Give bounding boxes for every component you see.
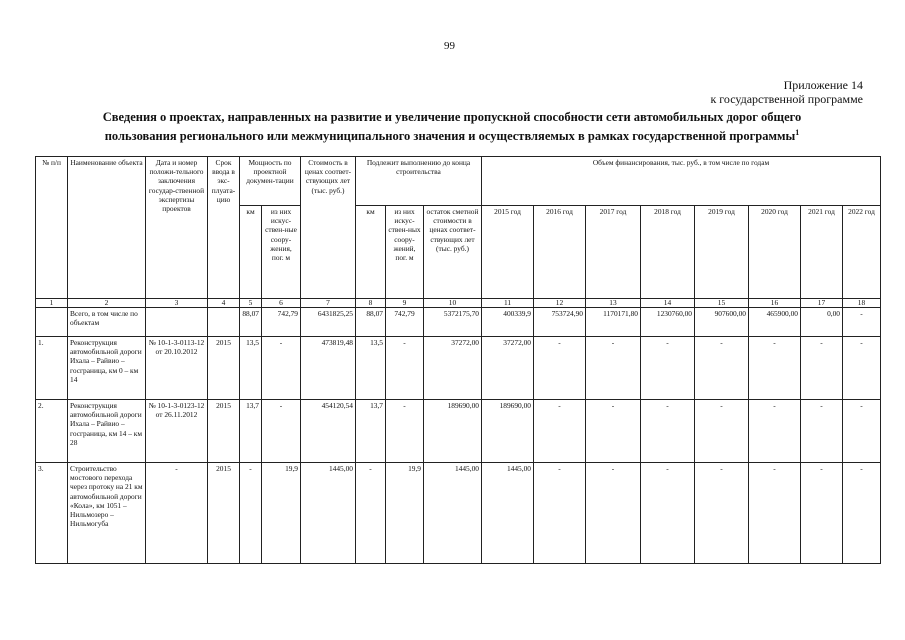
row-num: 2. <box>36 400 68 463</box>
header-year-2021: 2021 год <box>801 206 843 299</box>
document-title <box>52 110 852 144</box>
header-funding: Объем финансирования, тыс. руб., в том числе по годам <box>482 157 881 206</box>
row-year-value: - <box>843 337 881 400</box>
row-year-value: 465900,00 <box>749 308 801 337</box>
row-cap-km: 13,5 <box>240 337 262 400</box>
header-year-2017: 2017 год <box>586 206 641 299</box>
row-year-value: - <box>801 337 843 400</box>
row-year-value: - <box>843 308 881 337</box>
header-year-2020: 2020 год <box>749 206 801 299</box>
row-rem-km: 13,7 <box>356 400 386 463</box>
row-year-value: - <box>695 337 749 400</box>
column-number: 10 <box>424 299 482 308</box>
row-cap-art: 742,79 <box>262 308 301 337</box>
header-rem-cost: остаток сметной стоимости в ценах соответ-ствующих лет (тыс. руб.) <box>424 206 482 299</box>
column-number: 1 <box>36 299 68 308</box>
row-num <box>36 308 68 337</box>
row-date: № 10-1-3-0113-12 от 20.10.2012 <box>146 337 208 400</box>
row-year-value: - <box>586 400 641 463</box>
row-rem-km: 13,5 <box>356 337 386 400</box>
row-year-value: - <box>641 337 695 400</box>
header-term: Срок ввода в экс-плуата-цию <box>208 157 240 299</box>
row-year-value: - <box>586 463 641 564</box>
title-line-2 <box>52 125 852 144</box>
header-cost: Стоимость в ценах соответ-ствующих лет (тыс. руб.) <box>301 157 356 299</box>
header-remaining: Подлежит выполнению до конца строительства <box>356 157 482 206</box>
row-rem-km: 88,07 <box>356 308 386 337</box>
row-cost: 6431825,25 <box>301 308 356 337</box>
row-year-value: 753724,90 <box>534 308 586 337</box>
column-number: 18 <box>843 299 881 308</box>
row-year-value: - <box>641 463 695 564</box>
column-number: 9 <box>386 299 424 308</box>
header-rem-art: из них искус-ствен-ных соору-жений, пог. м <box>386 206 424 299</box>
column-number: 16 <box>749 299 801 308</box>
header-date: Дата и номер положи-тельного заключения государ-ственной экспертизы проектов <box>146 157 208 299</box>
header-cap-km: км <box>240 206 262 299</box>
row-term: 2015 <box>208 400 240 463</box>
row-year-value: - <box>641 400 695 463</box>
row-cap-art: - <box>262 337 301 400</box>
column-number: 12 <box>534 299 586 308</box>
row-year-value: 1170171,80 <box>586 308 641 337</box>
row-year-value: - <box>843 400 881 463</box>
column-number: 13 <box>586 299 641 308</box>
header-year-2019: 2019 год <box>695 206 749 299</box>
page-number: 99 <box>444 40 455 52</box>
row-cap-art: 19,9 <box>262 463 301 564</box>
header-name: Наименование объекта <box>68 157 146 299</box>
header-year-2022: 2022 год <box>843 206 881 299</box>
row-term: 2015 <box>208 337 240 400</box>
row-year-value: - <box>534 463 586 564</box>
row-cost: 454120,54 <box>301 400 356 463</box>
row-year-value: 1230760,00 <box>641 308 695 337</box>
row-year-value: 907600,00 <box>695 308 749 337</box>
header-cap-art: из них искус-ствен-ные соору-жения, пог. м <box>262 206 301 299</box>
row-year-value: - <box>749 400 801 463</box>
column-number: 4 <box>208 299 240 308</box>
header-year-2015: 2015 год <box>482 206 534 299</box>
column-number: 6 <box>262 299 301 308</box>
column-numbers-row <box>36 299 881 308</box>
appendix-line-2: к государственной программе <box>710 92 863 106</box>
row-year-value: - <box>534 337 586 400</box>
column-number: 17 <box>801 299 843 308</box>
table-row-total <box>36 308 881 337</box>
row-rem-art: 742,79 <box>386 308 424 337</box>
row-num: 3. <box>36 463 68 564</box>
column-number: 2 <box>68 299 146 308</box>
row-rem-cost: 189690,00 <box>424 400 482 463</box>
row-name: Всего, в том числе по объектам <box>68 308 146 337</box>
column-number: 3 <box>146 299 208 308</box>
column-number: 14 <box>641 299 695 308</box>
row-date: - <box>146 463 208 564</box>
row-date <box>146 308 208 337</box>
row-date: № 10-1-3-0123-12 от 26.11.2012 <box>146 400 208 463</box>
column-number: 7 <box>301 299 356 308</box>
row-term <box>208 308 240 337</box>
row-term: 2015 <box>208 463 240 564</box>
row-year-value: - <box>749 337 801 400</box>
row-year-value: - <box>695 463 749 564</box>
row-name: Строительство мостового перехода через протоку на 21 км автомобильной дороги «Кола», км 1051 – Нильмозеро – Нильмогуба <box>68 463 146 564</box>
row-year-value: - <box>801 400 843 463</box>
row-year-value: 0,00 <box>801 308 843 337</box>
row-year-value: - <box>695 400 749 463</box>
header-capacity: Мощность по проектной докумен-тации <box>240 157 301 206</box>
header-rem-km: км <box>356 206 386 299</box>
row-rem-art: - <box>386 400 424 463</box>
row-cap-art: - <box>262 400 301 463</box>
table-row <box>36 463 881 564</box>
table-row <box>36 400 881 463</box>
title-line-2-text: пользования регионального или межмуниципального значения и осуществляемых в рамках государственной программы <box>104 129 796 144</box>
column-number: 8 <box>356 299 386 308</box>
row-year-value: - <box>843 463 881 564</box>
row-year-value: 37272,00 <box>482 337 534 400</box>
row-name: Реконструкция автомобильной дороги Ихала – Райвио – госграница, км 0 – км 14 <box>68 337 146 400</box>
row-year-value: - <box>749 463 801 564</box>
row-cap-km: 13,7 <box>240 400 262 463</box>
appendix-label <box>710 78 863 106</box>
column-number: 5 <box>240 299 262 308</box>
row-year-value: - <box>801 463 843 564</box>
row-num: 1. <box>36 337 68 400</box>
row-cost: 473819,48 <box>301 337 356 400</box>
row-rem-cost: 1445,00 <box>424 463 482 564</box>
title-footnote-mark: 1 <box>795 128 800 137</box>
column-number: 11 <box>482 299 534 308</box>
row-name: Реконструкция автомобильной дороги Ихала – Райвио – госграница, км 14 – км 28 <box>68 400 146 463</box>
projects-table <box>35 156 881 564</box>
row-year-value: 189690,00 <box>482 400 534 463</box>
row-rem-cost: 5372175,70 <box>424 308 482 337</box>
header-num: № п/п <box>36 157 68 299</box>
header-year-2016: 2016 год <box>534 206 586 299</box>
row-rem-km: - <box>356 463 386 564</box>
row-cap-km: - <box>240 463 262 564</box>
appendix-line-1: Приложение 14 <box>783 78 863 92</box>
row-cap-km: 88,07 <box>240 308 262 337</box>
header-year-2018: 2018 год <box>641 206 695 299</box>
header-row-1 <box>36 157 881 206</box>
row-year-value: - <box>586 337 641 400</box>
row-rem-cost: 37272,00 <box>424 337 482 400</box>
column-number: 15 <box>695 299 749 308</box>
row-cost: 1445,00 <box>301 463 356 564</box>
row-rem-art: - <box>386 337 424 400</box>
row-year-value: - <box>534 400 586 463</box>
row-year-value: 1445,00 <box>482 463 534 564</box>
title-line-1: Сведения о проектах, направленных на развитие и увеличение пропускной способности сети автомобильных дорог общего <box>102 110 802 124</box>
row-rem-art: 19,9 <box>386 463 424 564</box>
table-row <box>36 337 881 400</box>
row-year-value: 400339,9 <box>482 308 534 337</box>
